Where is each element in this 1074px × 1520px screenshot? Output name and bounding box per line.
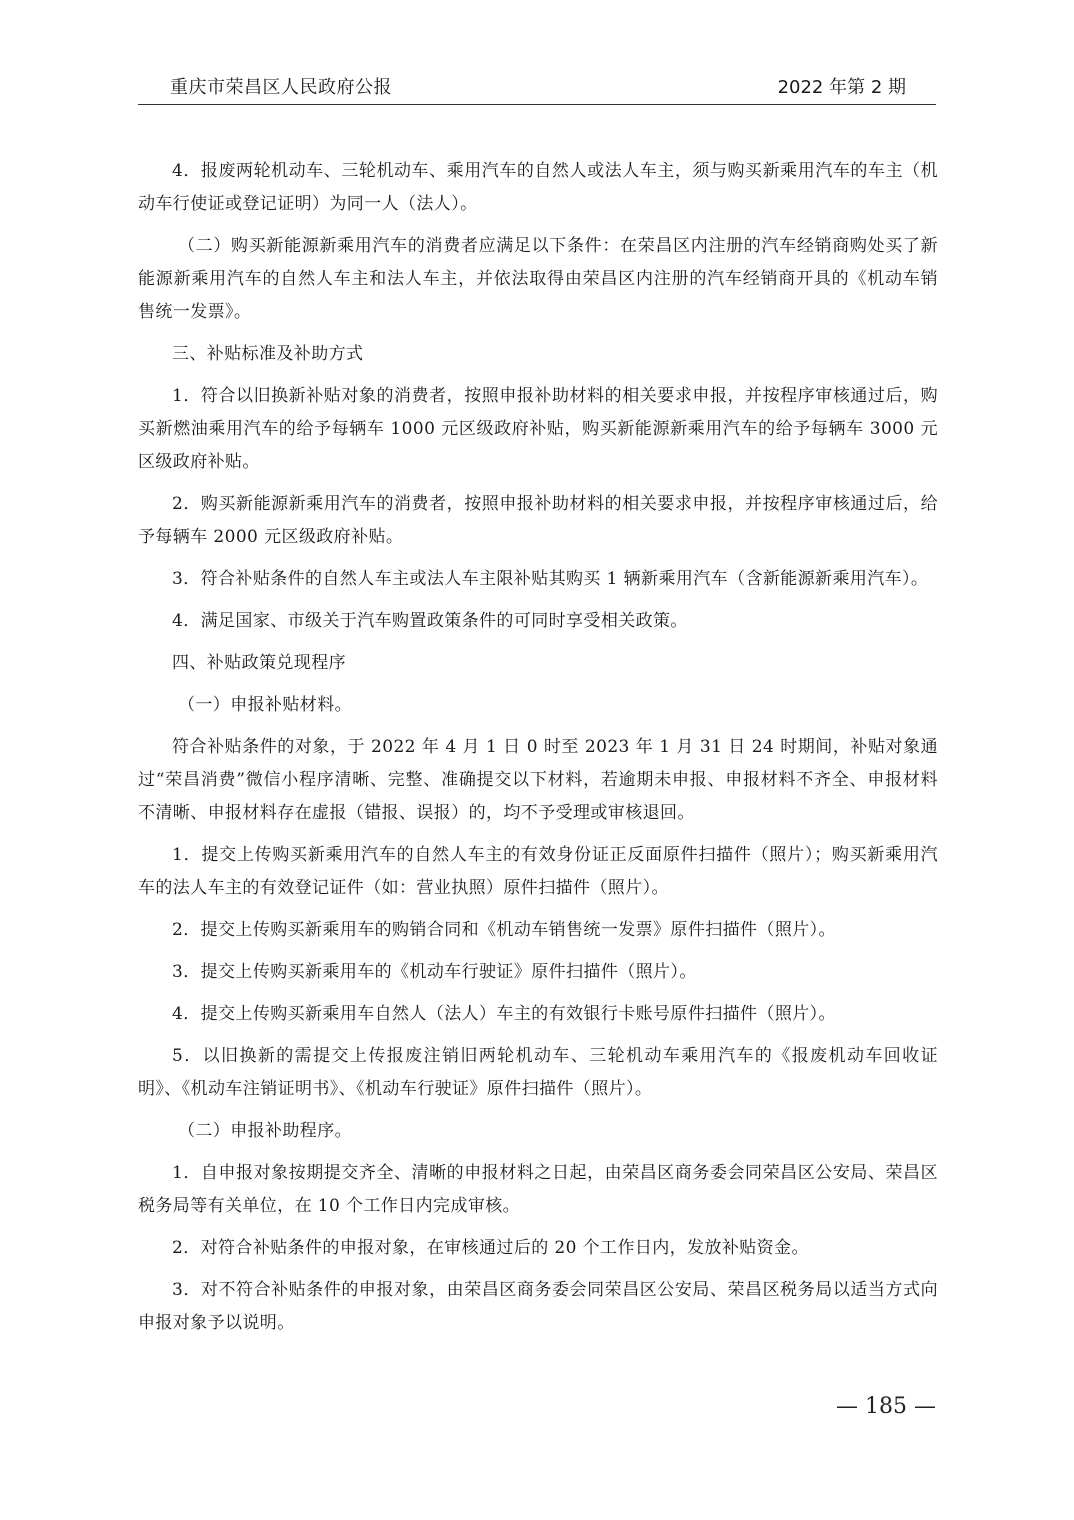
document-body <box>138 155 938 1349</box>
paragraph: 3．对不符合补贴条件的申报对象，由荣昌区商务委会同荣昌区公安局、荣昌区税务局以适当方式向申报对象予以说明。 <box>138 1280 938 1333</box>
section-subheading: （二）申报补助程序。 <box>178 1121 352 1141</box>
paragraph: 2．提交上传购买新乘用车的购销合同和《机动车销售统一发票》原件扫描件（照片）。 <box>172 920 836 940</box>
paragraph: 1．符合以旧换新补贴对象的消费者，按照申报补助材料的相关要求申报，并按程序审核通过后，购买新燃油乘用汽车的给予每辆车 1000 元区级政府补贴，购买新能源新乘用汽车的给予每辆车 3000 元区级政府补贴。 <box>138 386 938 472</box>
publication-title: 重庆市荣昌区人民政府公报 <box>170 77 392 98</box>
section-subheading-paragraph: （二）购买新能源新乘用汽车的消费者应满足以下条件：在荣昌区内注册的汽车经销商购处买了新能源新乘用汽车的自然人车主和法人车主，并依法取得由荣昌区内注册的汽车经销商开具的《机动车销售统一发票》。 <box>138 236 938 322</box>
paragraph: 2．对符合补贴条件的申报对象，在审核通过后的 20 个工作日内，发放补贴资金。 <box>172 1238 809 1258</box>
paragraph: 1．自申报对象按期提交齐全、清晰的申报材料之日起，由荣昌区商务委会同荣昌区公安局、荣昌区税务局等有关单位，在 10 个工作日内完成审核。 <box>138 1163 938 1216</box>
paragraph: 2．购买新能源新乘用汽车的消费者，按照申报补助材料的相关要求申报，并按程序审核通过后，给予每辆车 2000 元区级政府补贴。 <box>138 494 938 547</box>
paragraph: 符合补贴条件的对象，于 2022 年 4 月 1 日 0 时至 2023 年 1 月 31 日 24 时期间，补贴对象通过“荣昌消费”微信小程序清晰、完整、准确提交以下材料，若逾期未申报、申报材料不齐全、申报材料不清晰、申报材料存在虚报（错报、误报）的，均不予受理或审核退回。 <box>138 737 938 823</box>
page-number: — 185 — <box>836 1394 936 1419</box>
paragraph: 1．提交上传购买新乘用汽车的自然人车主的有效身份证正反面原件扫描件（照片）；购买新乘用汽车的法人车主的有效登记证件（如：营业执照）原件扫描件（照片）。 <box>138 845 938 898</box>
section-subheading: （一）申报补贴材料。 <box>178 695 352 715</box>
paragraph: 5．以旧换新的需提交上传报废注销旧两轮机动车、三轮机动车乘用汽车的《报废机动车回收证明》、《机动车注销证明书》、《机动车行驶证》原件扫描件（照片）。 <box>138 1046 938 1099</box>
section-heading: 四、补贴政策兑现程序 <box>172 653 346 673</box>
issue-label: 2022 年第 2 期 <box>777 77 906 98</box>
page-header <box>138 76 936 105</box>
paragraph: 4．提交上传购买新乘用车自然人（法人）车主的有效银行卡账号原件扫描件（照片）。 <box>172 1004 836 1024</box>
section-heading: 三、补贴标准及补助方式 <box>172 344 364 364</box>
paragraph: 4．报废两轮机动车、三轮机动车、乘用汽车的自然人或法人车主，须与购买新乘用汽车的车主（机动车行使证或登记证明）为同一人（法人）。 <box>138 161 938 214</box>
paragraph: 3．提交上传购买新乘用车的《机动车行驶证》原件扫描件（照片）。 <box>172 962 697 982</box>
paragraph: 4．满足国家、市级关于汽车购置政策条件的可同时享受相关政策。 <box>172 611 688 631</box>
paragraph: 3．符合补贴条件的自然人车主或法人车主限补贴其购买 1 辆新乘用汽车（含新能源新乘用汽车）。 <box>172 569 929 589</box>
